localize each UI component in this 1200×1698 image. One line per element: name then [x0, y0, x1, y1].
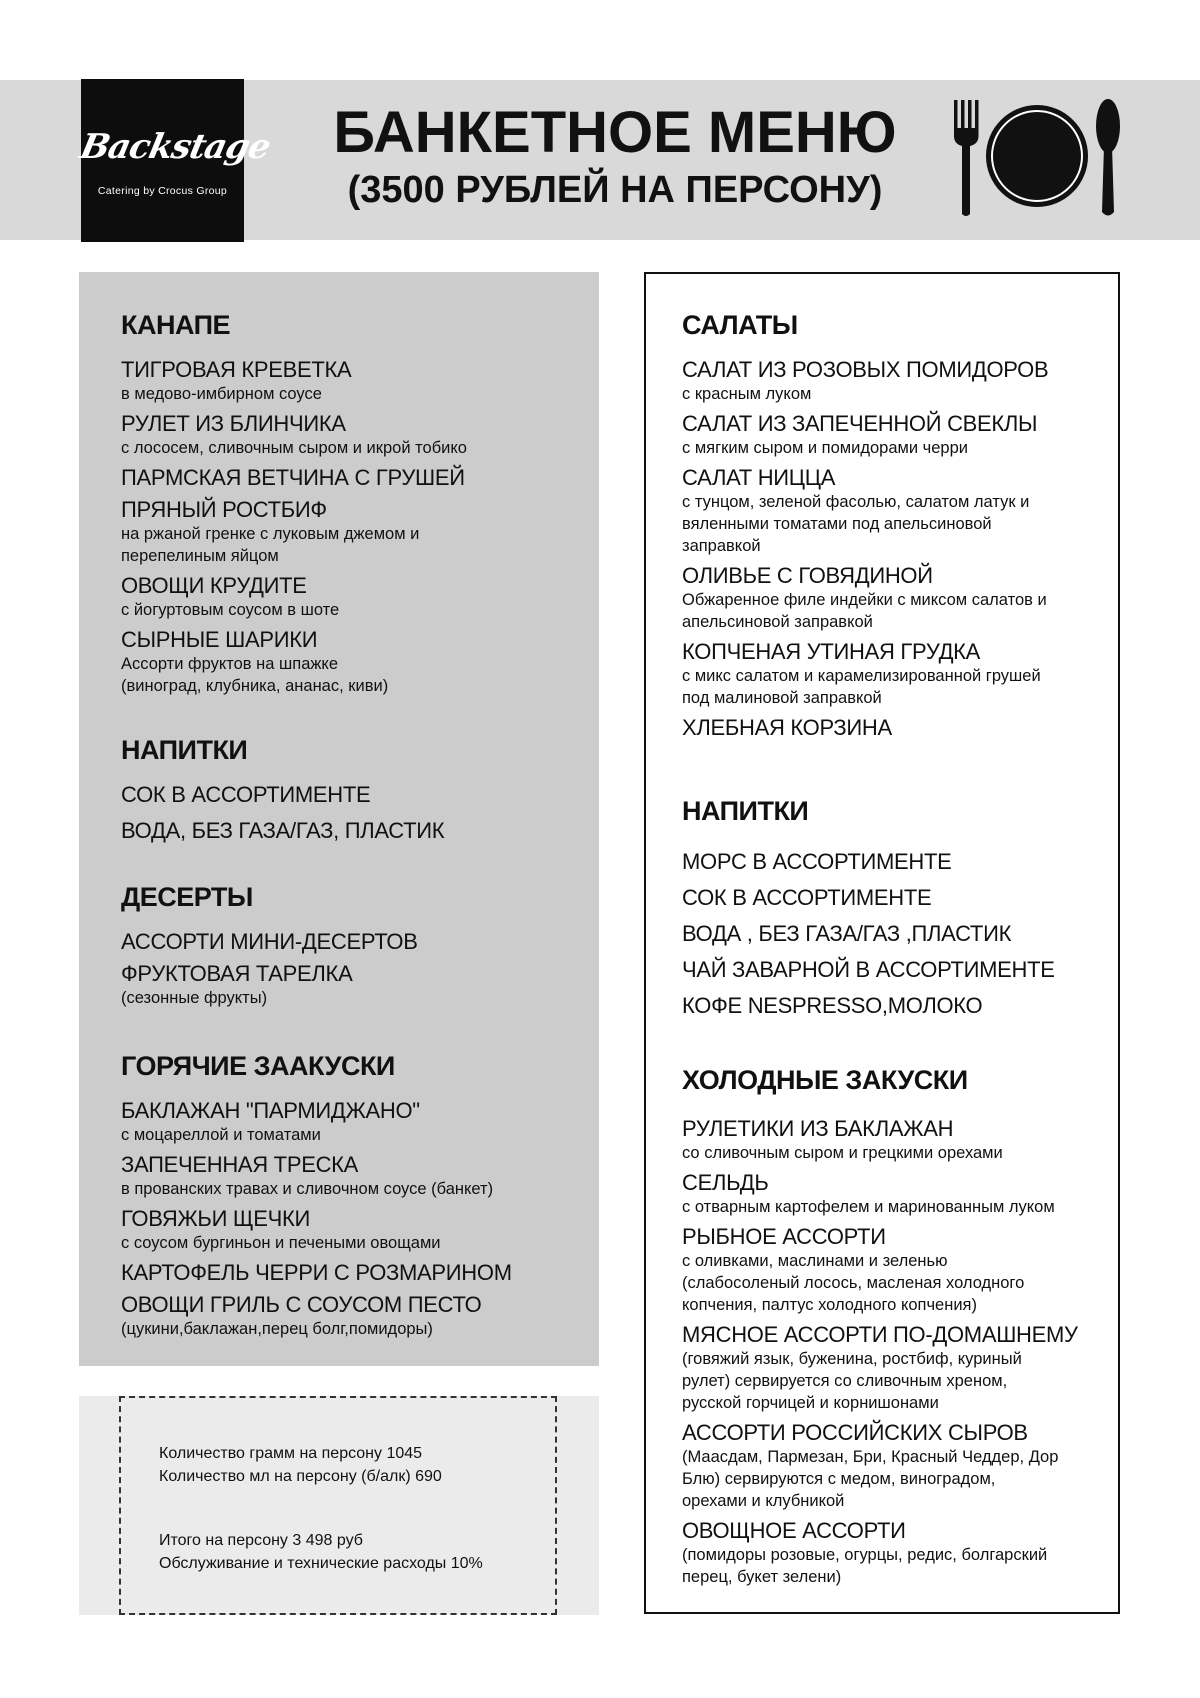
menu-item-description: Блю) сервируются с медом, виноградом, — [682, 1470, 996, 1488]
summary-service: Обслуживание и технические расходы 10% — [159, 1555, 483, 1572]
menu-item — [121, 356, 467, 405]
menu-item — [682, 920, 1055, 947]
menu-item-name: РУЛЕТИКИ ИЗ БАКЛАЖАН — [682, 1116, 954, 1141]
section-title: ДЕСЕРТЫ — [121, 882, 253, 912]
menu-item-name: ЗАПЕЧЕННАЯ ТРЕСКА — [121, 1152, 359, 1177]
menu-item — [682, 1115, 1078, 1164]
item-list — [682, 1115, 1078, 1588]
menu-item-description: перец, букет зелени) — [682, 1568, 842, 1586]
menu-item — [121, 572, 467, 621]
menu-item — [682, 464, 1048, 557]
menu-item-name: ФРУКТОВАЯ ТАРЕЛКА — [121, 961, 353, 986]
item-list — [121, 928, 418, 1009]
menu-item-description: (слабосоленый лосось, масленая холодного — [682, 1274, 1025, 1292]
fork-plate-spoon-icon — [950, 98, 1125, 220]
menu-item-description: со сливочным сыром и грецкими орехами — [682, 1144, 1003, 1162]
section-title: ГОРЯЧИЕ ЗААКУСКИ — [121, 1051, 395, 1081]
menu-item-name: ХЛЕБНАЯ КОРЗИНА — [682, 715, 892, 740]
menu-item-description: орехами и клубникой — [682, 1492, 845, 1510]
menu-item-name: ВОДА , БЕЗ ГАЗА/ГАЗ ,ПЛАСТИК — [682, 921, 1012, 946]
menu-item-description: с отварным картофелем и маринованным луком — [682, 1198, 1055, 1216]
menu-item-description: с красным луком — [682, 385, 812, 403]
menu-item-description: перепелиным яйцом — [121, 547, 279, 565]
menu-item-name: МЯСНОЕ АССОРТИ ПО-ДОМАШНЕМУ — [682, 1322, 1078, 1347]
item-list — [121, 356, 467, 697]
page-title — [270, 100, 960, 212]
menu-item — [682, 848, 1055, 875]
summary-ml: Количество мл на персону (б/алк) 690 — [159, 1468, 442, 1485]
menu-item-name: КОПЧЕНАЯ УТИНАЯ ГРУДКА — [682, 639, 981, 664]
menu-item-name: САЛАТ ИЗ ЗАПЕЧЕННОЙ СВЕКЛЫ — [682, 411, 1038, 436]
item-list — [121, 781, 444, 844]
menu-item-description: с соусом бургиньон и печеными овощами — [121, 1234, 441, 1252]
summary-total: Итого на персону 3 498 руб — [159, 1532, 363, 1549]
menu-item — [682, 956, 1055, 983]
menu-item-description: копчения, палтус холодного копчения) — [682, 1296, 977, 1314]
menu-item-description: рулет) сервируется со сливочным хреном, — [682, 1372, 1008, 1390]
menu-item — [121, 496, 467, 567]
menu-item-description: заправкой — [682, 537, 761, 555]
menu-item — [682, 1169, 1078, 1218]
menu-item-description: под малиновой заправкой — [682, 689, 882, 707]
menu-item-description: Ассорти фруктов на шпажке — [121, 655, 338, 673]
section-title: НАПИТКИ — [682, 796, 809, 826]
menu-item-name: МОРС В АССОРТИМЕНТЕ — [682, 849, 952, 874]
section-desserts — [121, 880, 418, 1014]
section-hot-appetizers — [121, 1049, 512, 1345]
menu-item — [682, 714, 1048, 741]
menu-item-description: (Маасдам, Пармезан, Бри, Красный Чеддер, Дор — [682, 1448, 1059, 1466]
title-line1: БАНКЕТНОЕ МЕНЮ — [333, 100, 897, 165]
menu-item-name: ПАРМСКАЯ ВЕТЧИНА С ГРУШЕЙ — [121, 465, 465, 490]
menu-item-name: ОЛИВЬЕ С ГОВЯДИНОЙ — [682, 563, 933, 588]
menu-item-name: ТИГРОВАЯ КРЕВЕТКА — [121, 357, 352, 382]
section-drinks-right — [682, 794, 1055, 1028]
left-menu-panel — [79, 272, 599, 1366]
menu-item — [682, 884, 1055, 911]
menu-item-name: РЫБНОЕ АССОРТИ — [682, 1224, 886, 1249]
section-title: НАПИТКИ — [121, 735, 248, 765]
backstage-logo — [76, 79, 274, 242]
menu-item-description: Обжаренное филе индейки с миксом салатов и — [682, 591, 1047, 609]
section-title: ХОЛОДНЫЕ ЗАКУСКИ — [682, 1065, 968, 1095]
menu-item-name: ОВОЩНОЕ АССОРТИ — [682, 1518, 906, 1543]
menu-item-description: (помидоры розовые, огурцы, редис, болгарский — [682, 1546, 1048, 1564]
item-list — [682, 356, 1048, 741]
menu-item-description: с мягким сыром и помидорами черри — [682, 439, 969, 457]
menu-item-name: СЫРНЫЕ ШАРИКИ — [121, 627, 318, 652]
section-title: САЛАТЫ — [682, 310, 798, 340]
menu-item — [682, 1223, 1078, 1316]
summary-grams: Количество грамм на персону 1045 — [159, 1445, 423, 1462]
menu-item-name: ВОДА, БЕЗ ГАЗА/ГАЗ, ПЛАСТИК — [121, 818, 445, 843]
menu-item — [682, 1321, 1078, 1414]
menu-item — [121, 817, 444, 844]
section-cold-appetizers — [682, 1063, 1078, 1593]
menu-item-description: (сезонные фрукты) — [121, 989, 268, 1007]
menu-item-description: в медово-имбирном соусе — [121, 385, 322, 403]
menu-item-name: СЕЛЬДЬ — [682, 1170, 769, 1195]
logo-brand: Backstage — [76, 127, 274, 167]
summary-box — [119, 1396, 557, 1615]
menu-item-name: КАРТОФЕЛЬ ЧЕРРИ С РОЗМАРИНОМ — [121, 1260, 512, 1285]
summary-panel — [79, 1396, 599, 1615]
menu-item — [682, 410, 1048, 459]
menu-item — [682, 992, 1055, 1019]
section-salads — [682, 308, 1048, 746]
right-menu-panel — [644, 272, 1120, 1614]
menu-item-name: КОФЕ NESPRESSO,МОЛОКО — [682, 993, 983, 1018]
section-drinks-left — [121, 733, 444, 853]
menu-item-name: САЛАТ НИЦЦА — [682, 465, 836, 490]
menu-item-name: БАКЛАЖАН "ПАРМИДЖАНО" — [121, 1098, 420, 1123]
menu-item-name: АССОРТИ МИНИ-ДЕСЕРТОВ — [121, 929, 418, 954]
menu-item — [121, 928, 418, 955]
menu-item — [682, 562, 1048, 633]
menu-item-description: с тунцом, зеленой фасолью, салатом латук и — [682, 493, 1030, 511]
section-title: КАНАПЕ — [121, 310, 231, 340]
menu-item — [121, 1205, 512, 1254]
logo-subtitle: Catering by Crocus Group — [97, 185, 228, 197]
menu-item — [121, 1097, 512, 1146]
menu-item — [682, 1419, 1078, 1512]
item-list — [682, 848, 1055, 1019]
menu-item — [121, 960, 418, 1009]
menu-item — [682, 638, 1048, 709]
menu-item-description: вяленными томатами под апельсиновой — [682, 515, 992, 533]
menu-item-description: (говяжий язык, буженина, ростбиф, куриный — [682, 1350, 1022, 1368]
item-list — [121, 1097, 512, 1340]
menu-item — [682, 1517, 1078, 1588]
menu-item-name: ОВОЩИ КРУДИТЕ — [121, 573, 307, 598]
menu-item-name: ЧАЙ ЗАВАРНОЙ В АССОРТИМЕНТЕ — [682, 957, 1055, 982]
menu-item-description: с оливками, маслинами и зеленью — [682, 1252, 948, 1270]
menu-item-description: (виноград, клубника, ананас, киви) — [121, 677, 389, 695]
menu-item-description: с йогуртовым соусом в шоте — [121, 601, 340, 619]
menu-item — [121, 410, 467, 459]
menu-item-description: в прованских травах и сливочном соусе (банкет) — [121, 1180, 494, 1198]
menu-item — [121, 626, 467, 697]
menu-item-name: АССОРТИ РОССИЙСКИХ СЫРОВ — [682, 1420, 1028, 1445]
menu-item-name: ОВОЩИ ГРИЛЬ С СОУСОМ ПЕСТО — [121, 1292, 482, 1317]
menu-item — [682, 356, 1048, 405]
section-canape — [121, 308, 467, 702]
menu-item — [121, 1151, 512, 1200]
menu-item — [121, 1259, 512, 1286]
menu-item-description: с лососем, сливочным сыром и икрой тобико — [121, 439, 467, 457]
menu-item — [121, 1291, 512, 1340]
menu-item-description: с моцареллой и томатами — [121, 1126, 321, 1144]
menu-item-name: СОК В АССОРТИМЕНТЕ — [682, 885, 932, 910]
menu-item — [121, 464, 467, 491]
menu-item-description: (цукини,баклажан,перец болг,помидоры) — [121, 1320, 433, 1338]
menu-item-name: ПРЯНЫЙ РОСТБИФ — [121, 497, 327, 522]
menu-item — [121, 781, 444, 808]
menu-item-description: русской горчицей и корнишонами — [682, 1394, 939, 1412]
title-line2: (3500 РУБЛЕЙ НА ПЕРСОНУ) — [347, 168, 883, 211]
menu-item-description: на ржаной гренке с луковым джемом и — [121, 525, 420, 543]
menu-item-name: ГОВЯЖЬИ ЩЕЧКИ — [121, 1206, 310, 1231]
menu-item-name: СОК В АССОРТИМЕНТЕ — [121, 782, 371, 807]
menu-item-name: САЛАТ ИЗ РОЗОВЫХ ПОМИДОРОВ — [682, 357, 1049, 382]
menu-item-name: РУЛЕТ ИЗ БЛИНЧИКА — [121, 411, 346, 436]
menu-item-description: апельсиновой заправкой — [682, 613, 873, 631]
menu-item-description: с микс салатом и карамелизированной грушей — [682, 667, 1041, 685]
